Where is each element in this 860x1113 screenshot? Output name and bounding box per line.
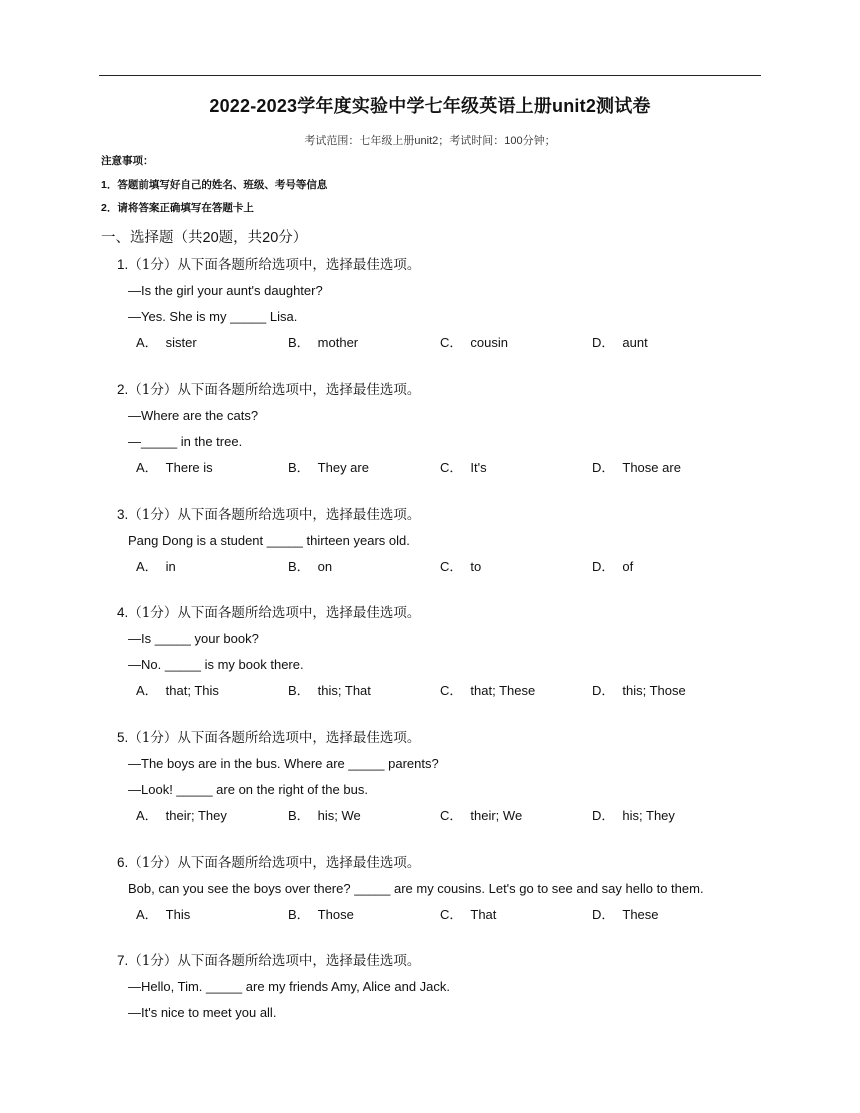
option-b[interactable]: B． on (288, 559, 333, 574)
question-number: 5. (117, 730, 129, 745)
question-7 (117, 948, 767, 1026)
question-2 (117, 377, 767, 481)
option-b[interactable]: B． They are (288, 460, 369, 475)
section-title: 一、选择题（共20题，共20分） (101, 230, 308, 246)
question-header (117, 502, 767, 528)
question-line: —Where are the cats? (128, 408, 259, 423)
question-instruction: （1分）从下面各题所给选项中，选择最佳选项。 (128, 382, 421, 398)
option-b[interactable]: B． Those (288, 907, 354, 922)
option-d[interactable]: D． Those are (592, 460, 681, 475)
question-header (117, 850, 767, 876)
question-line: —_____ in the tree. (128, 434, 243, 449)
options-row (117, 554, 767, 580)
options-row (117, 803, 767, 829)
question-number: 2. (117, 382, 129, 397)
question-instruction: （1分）从下面各题所给选项中，选择最佳选项。 (128, 953, 421, 969)
question-number: 7. (117, 953, 129, 968)
option-a[interactable]: A． their; They (136, 808, 227, 823)
question-instruction: （1分）从下面各题所给选项中，选择最佳选项。 (128, 507, 421, 523)
option-b[interactable]: B． this; That (288, 683, 371, 698)
option-d[interactable]: D． aunt (592, 335, 648, 350)
note-item-1: 1．答题前填写好自己的姓名、班级、考号等信息 (101, 179, 328, 191)
options-row (117, 902, 767, 928)
question-number: 4. (117, 605, 129, 620)
question-number: 6. (117, 855, 129, 870)
question-line: —No. _____ is my book there. (128, 657, 304, 672)
option-c[interactable]: C． their; We (440, 808, 523, 823)
question-line: —Look! _____ are on the right of the bus. (128, 782, 368, 797)
question-line: —The boys are in the bus. Where are _____ parents? (128, 756, 439, 771)
option-d[interactable]: D． of (592, 559, 634, 574)
option-a[interactable]: A． This (136, 907, 191, 922)
question-number: 1. (117, 257, 129, 272)
question-line: Bob, can you see the boys over there? _____ are my cousins. Let's go to see and say hello to them. (128, 881, 704, 896)
options-row (117, 330, 767, 356)
question-6 (117, 850, 767, 928)
option-a[interactable]: A． sister (136, 335, 197, 350)
question-instruction: （1分）从下面各题所给选项中，选择最佳选项。 (128, 855, 421, 871)
option-c[interactable]: C． cousin (440, 335, 508, 350)
option-d[interactable]: D． his; They (592, 808, 675, 823)
option-a[interactable]: A． that; This (136, 683, 219, 698)
question-header (117, 948, 767, 974)
question-line: —It's nice to meet you all. (128, 1005, 277, 1020)
option-a[interactable]: A． There is (136, 460, 213, 475)
note-item-2: 2．请将答案正确填写在答题卡上 (101, 202, 254, 214)
question-line: —Is the girl your aunt's daughter? (128, 283, 323, 298)
question-header (117, 377, 767, 403)
option-c[interactable]: C． It's (440, 460, 487, 475)
page-title: 2022-2023学年度实验中学七年级英语上册unit2测试卷 (209, 96, 651, 116)
question-instruction: （1分）从下面各题所给选项中，选择最佳选项。 (128, 605, 421, 621)
option-c[interactable]: C． to (440, 559, 482, 574)
question-4 (117, 600, 767, 704)
question-instruction: （1分）从下面各题所给选项中，选择最佳选项。 (128, 730, 421, 746)
question-line: —Hello, Tim. _____ are my friends Amy, Alice and Jack. (128, 979, 451, 994)
header-rule (99, 75, 761, 76)
option-d[interactable]: D． this; Those (592, 683, 686, 698)
question-header (117, 600, 767, 626)
options-row (117, 678, 767, 704)
notes-heading: 注意事项： (101, 155, 154, 167)
question-number: 3. (117, 507, 129, 522)
question-header (117, 252, 767, 278)
question-header (117, 725, 767, 751)
option-c[interactable]: C． That (440, 907, 497, 922)
question-3 (117, 502, 767, 580)
question-line: —Is _____ your book? (128, 631, 259, 646)
option-a[interactable]: A． in (136, 559, 176, 574)
option-b[interactable]: B． mother (288, 335, 359, 350)
options-row (117, 455, 767, 481)
exam-info: 考试范围：七年级上册unit2；考试时间：100分钟； (304, 135, 556, 147)
question-1 (117, 252, 767, 356)
option-b[interactable]: B． his; We (288, 808, 361, 823)
question-5 (117, 725, 767, 829)
question-line: Pang Dong is a student _____ thirteen years old. (128, 533, 410, 548)
question-line: —Yes. She is my _____ Lisa. (128, 309, 298, 324)
option-d[interactable]: D． These (592, 907, 659, 922)
question-instruction: （1分）从下面各题所给选项中，选择最佳选项。 (128, 257, 421, 273)
option-c[interactable]: C． that; These (440, 683, 536, 698)
